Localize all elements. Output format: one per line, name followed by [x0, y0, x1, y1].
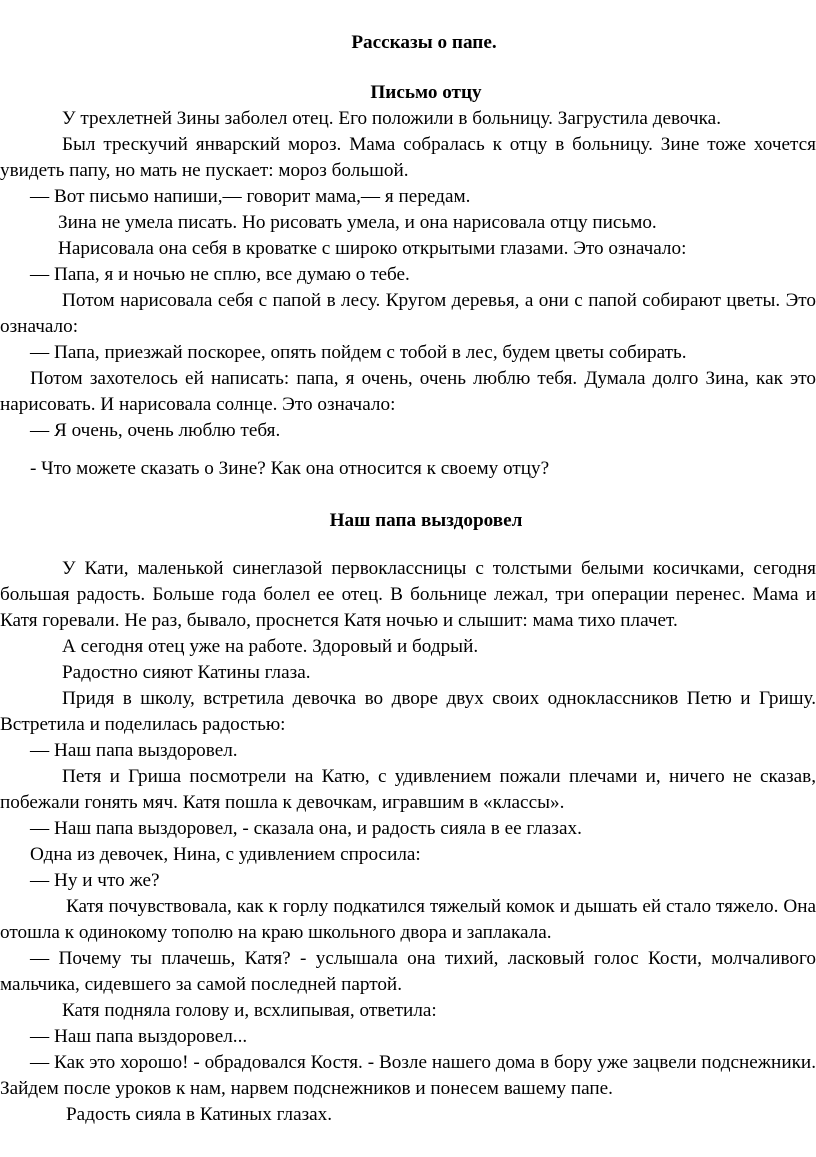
paragraph: Катя подняла голову и, всхлипывая, ответила: [62, 1000, 437, 1021]
story2-heading: Наш папа выздоровел [329, 510, 523, 531]
paragraph: Радостно сияют Катины глаза. [62, 662, 311, 683]
paragraph: — Как это хорошо! - обрадовался Костя. - Возле нашего дома в бору уже зацвели подснежники. Зайдем после уроков к нам, нарвем подснежников и понесем вашему папе. [0, 1052, 816, 1099]
paragraph: — Я очень, очень люблю тебя. [30, 420, 281, 441]
paragraph: — Папа, я и ночью не сплю, все думаю о тебе. [30, 264, 410, 285]
paragraph: У трехлетней Зины заболел отец. Его положили в больницу. Загрустила девочка. [62, 108, 721, 129]
paragraph: Радость сияла в Катиных глазах. [66, 1104, 333, 1125]
paragraph: — Почему ты плачешь, Катя? - услышала она тихий, ласковый голос Кости, молчаливого мальчика, сидевшего за самой последней партой. [0, 948, 816, 995]
paragraph: — Наш папа выздоровел... [30, 1026, 248, 1047]
question-text: - Что можете сказать о Зине? Как она относится к своему отцу? [30, 458, 550, 479]
story1-body [0, 106, 816, 444]
paragraph: Зина не умела писать. Но рисовать умела, и она нарисовала отцу письмо. [58, 212, 657, 233]
paragraph: Одна из девочек, Нина, с удивлением спросила: [30, 844, 421, 865]
paragraph: Катя почувствовала, как к горлу подкатился тяжелый комок и дышать ей стало тяжело. Она отошла к одинокому тополю на краю школьного двора и заплакала. [0, 896, 816, 943]
paragraph: Потом захотелось ей написать: папа, я очень, очень люблю тебя. Думала долго Зина, как это нарисовать. И нарисовала солнце. Это означало: [0, 368, 816, 415]
paragraph: — Ну и что же? [30, 870, 160, 891]
paragraph: — Наш папа выздоровел. [30, 740, 238, 761]
paragraph: — Вот письмо напиши,— говорит мама,— я передам. [30, 186, 471, 207]
paragraph: Нарисовала она себя в кроватке с широко открытыми глазами. Это означало: [58, 238, 687, 259]
paragraph: У Кати, маленькой синеглазой первоклассницы с толстыми белыми косичками, сегодня большая радость. Больше года болел ее отец. В больнице лежал, три операции перенес. Мама и Катя горевали. Не раз, бывало, проснется Катя ночью и слышит: мама тихо плачет. [0, 558, 816, 631]
story1-heading: Письмо отцу [370, 82, 482, 103]
paragraph: — Наш папа выздоровел, - сказала она, и радость сияла в ее глазах. [30, 818, 582, 839]
paragraph: А сегодня отец уже на работе. Здоровый и бодрый. [62, 636, 479, 657]
document-title: Рассказы о папе. [351, 32, 497, 53]
paragraph: Был трескучий январский мороз. Мама собралась к отцу в больницу. Зине тоже хочется увидеть папу, но мать не пускает: мороз большой. [0, 134, 816, 181]
paragraph: Потом нарисовала себя с папой в лесу. Кругом деревья, а они с папой собирают цветы. Это означало: [0, 290, 816, 337]
paragraph: — Папа, приезжай поскорее, опять пойдем с тобой в лес, будем цветы собирать. [30, 342, 687, 363]
story2-body [0, 556, 816, 1128]
paragraph: Петя и Гриша посмотрели на Катю, с удивлением пожали плечами и, ничего не сказав, побежали гонять мяч. Катя пошла к девочкам, игравшим в «классы». [0, 766, 816, 813]
paragraph: Придя в школу, встретила девочка во дворе двух своих одноклассников Петю и Гришу. Встретила и поделилась радостью: [0, 688, 816, 735]
